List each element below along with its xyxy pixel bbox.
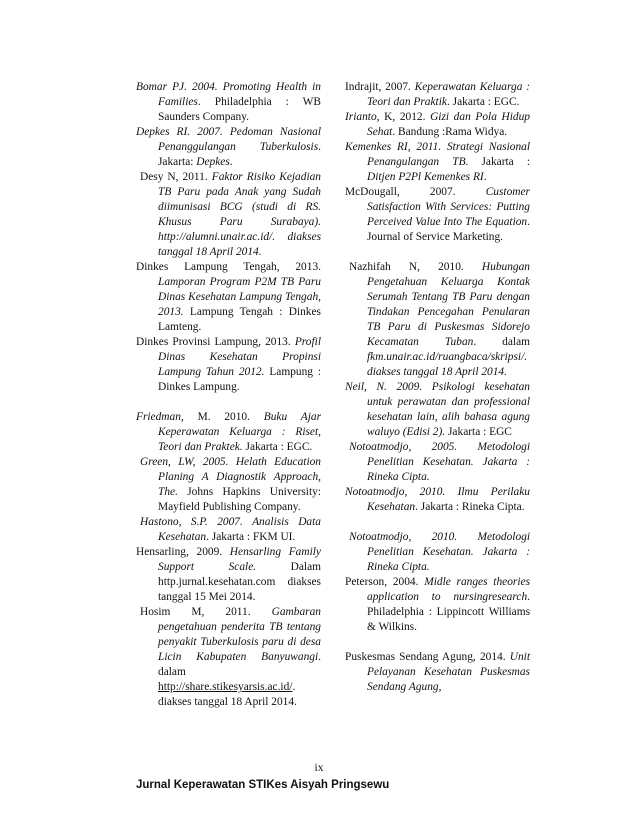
- reference-entry: Puskesmas Sendang Agung, 2014. Unit Pelayanan Kesehatan Puskesmas Sendang Agung,: [345, 651, 530, 693]
- reference-entry: Notoatmodjo, 2010. Ilmu Perilaku Kesehatan. Jakarta : Rineka Cipta.: [345, 486, 530, 513]
- reference-entry: Hastono, S.P. 2007. Analisis Data Kesehatan. Jakarta : FKM UI.: [140, 516, 321, 543]
- reference-entry: Kemenkes RI, 2011. Strategi Nasional Penangulangan TB. Jakarta : Ditjen P2Pl Kemenkes RI.: [345, 141, 530, 183]
- reference-entry: Neil, N. 2009. Psikologi kesehatan untuk perawatan dan professional kesehatan lain, alih bahasa agung waluyo (Edisi 2). Jakarta : EGC: [345, 381, 530, 438]
- reference-entry: Notoatmodjo, 2005. Metodologi Penelitian Kesehatan. Jakarta : Rineka Cipta.: [349, 441, 530, 483]
- reference-link[interactable]: http://share.stikesyarsis.ac.id/: [158, 681, 293, 693]
- left-column: [136, 80, 321, 710]
- reference-entry: Dinkes Lampung Tengah, 2013. Lamporan Program P2M TB Paru Dinas Kesehatan Lampung Tengah, 2013. Lampung Tengah : Dinkes Lamteng.: [136, 261, 321, 333]
- reference-entry: Notoatmodjo, 2010. Metodologi Penelitian Kesehatan. Jakarta : Rineka Cipta.: [349, 531, 530, 573]
- reference-entry: Peterson, 2004. Midle ranges theories application to nursingresearch. Philadelphia : Lippincott Williams & Wilkins.: [345, 576, 530, 633]
- reference-entry: Green, LW, 2005. Helath Education Planing A Diagnostik Approach, The. Johns Hapkins University: Mayfield Publishing Company.: [140, 456, 321, 513]
- reference-entry: Irianto, K, 2012. Gizi dan Pola Hidup Sehat. Bandung :Rama Widya.: [345, 111, 531, 138]
- reference-entry: Depkes RI. 2007. Pedoman Nasional Penanggulangan Tuberkulosis. Jakarta: Depkes.: [136, 126, 321, 168]
- reference-entry: Dinkes Provinsi Lampung, 2013. Profil Dinas Kesehatan Propinsi Lampung Tahun 2012. Lampung : Dinkes Lampung.: [136, 336, 322, 393]
- reference-entry: Hensarling, 2009. Hensarling Family Support Scale. Dalam http.jurnal.kesehatan.com diakses tanggal 15 Mei 2014.: [136, 546, 321, 603]
- journal-footer: Jurnal Keperawatan STIKes Aisyah Pringsewu: [136, 779, 390, 791]
- reference-entry: Indrajit, 2007. Keperawatan Keluarga : Teori dan Praktik. Jakarta : EGC.: [345, 81, 530, 108]
- reference-entry: Hosim M, 2011. Gambaran pengetahuan penderita TB tentang penyakit Tuberkulosis paru di desa Licin Kabupaten Banyuwangi. dalam http://share.stikesyarsis.ac.id/. diakses tanggal 18 April 2014.: [140, 606, 321, 708]
- reference-entry: Desy N, 2011. Faktor Risiko Kejadian TB Paru pada Anak yang Sudah diimunisasi BCG (studi di RS. Khusus Paru Surabaya). http://alumni.unair.ac.id/. diakses tanggal 18 April 2014.: [140, 171, 321, 258]
- reference-entry: Bomar PJ. 2004. Promoting Health in Families. Philadelphia : WB Saunders Company.: [136, 81, 321, 123]
- right-column: [345, 80, 530, 695]
- reference-entry: Nazhifah N, 2010. Hubungan Pengetahuan Keluarga Kontak Serumah Tentang TB Paru dengan Tindakan Pencegahan Penularan TB Paru di Puskesmas Sidorejo Kecamatan Tuban. dalam fkm.unair.ac.id/ruangbaca/skripsi/. diakses tanggal 18 April 2014.: [349, 261, 530, 378]
- reference-entry: Friedman, M. 2010. Buku Ajar Keperawatan Keluarga : Riset, Teori dan Praktek. Jakarta : EGC.: [136, 411, 322, 453]
- page-number: ix: [314, 762, 324, 774]
- reference-entry: McDougall, 2007. Customer Satisfaction With Services: Putting Perceived Value Into The Equation. Journal of Service Marketing.: [345, 186, 530, 243]
